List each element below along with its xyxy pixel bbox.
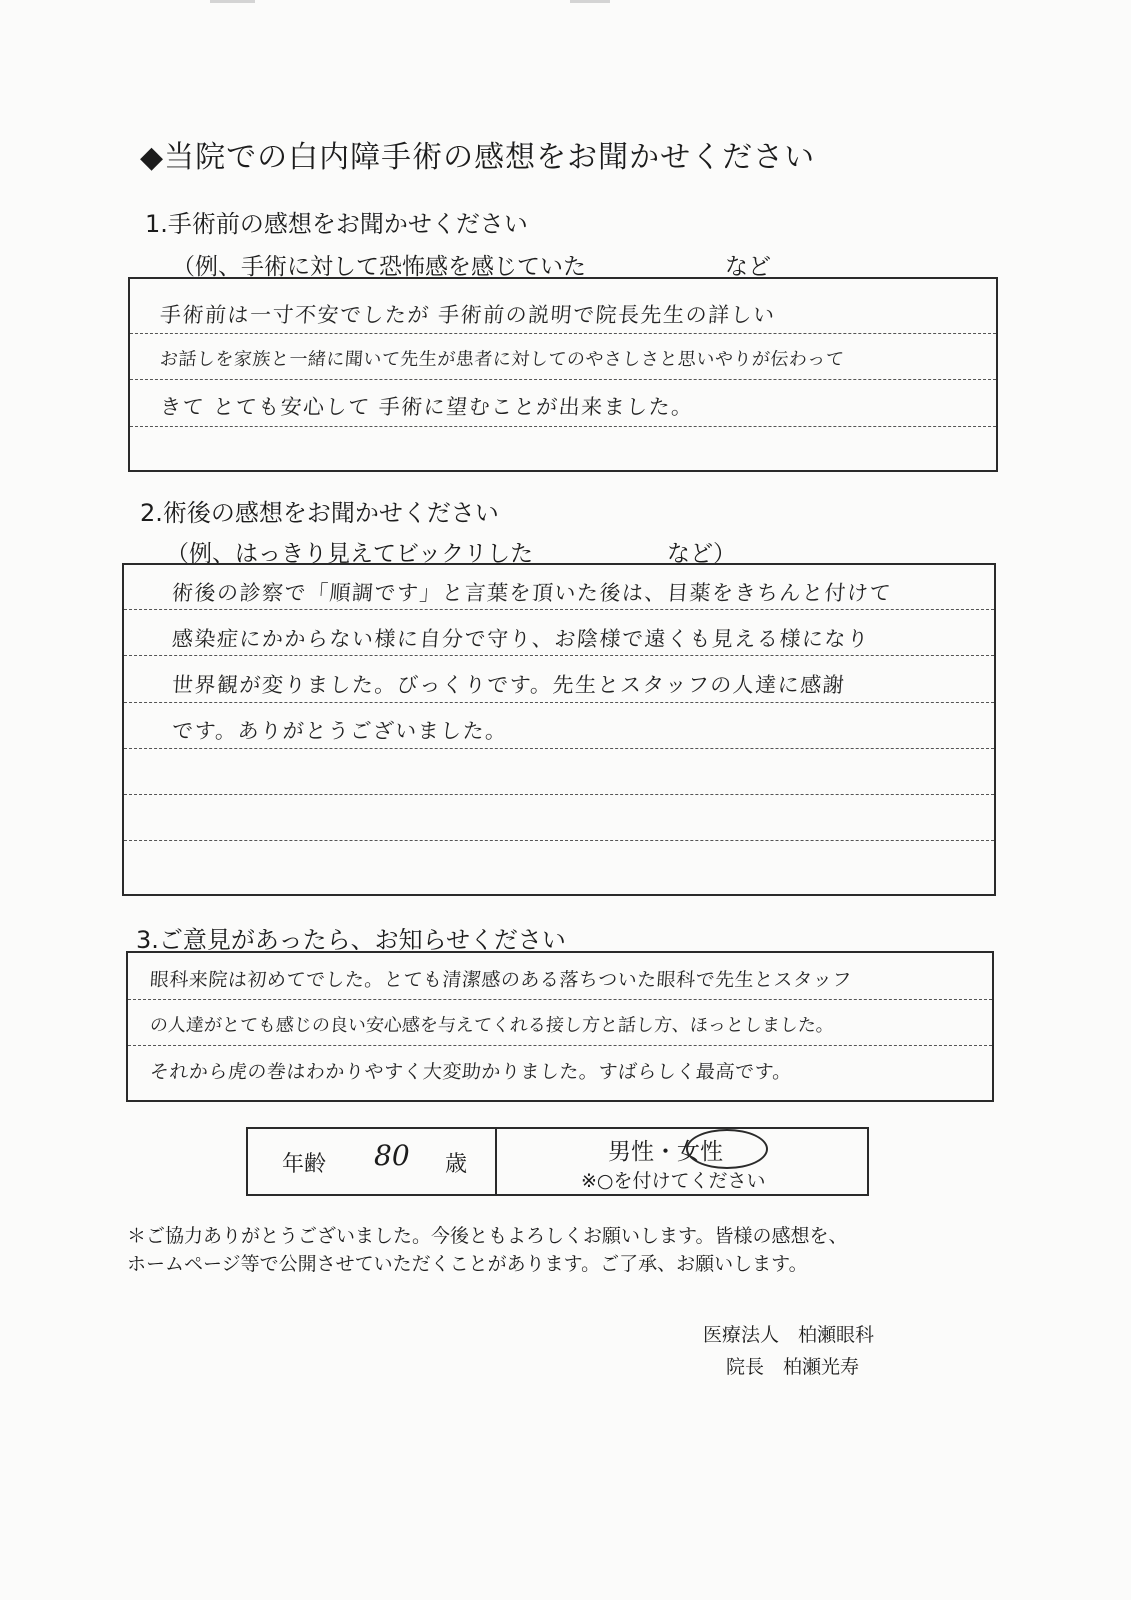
section-1-example-suffix: など [725, 254, 771, 280]
handwritten-line: きて とても安心して 手術に望むことが出来ました。 [159, 395, 695, 419]
section-1-heading: 1.手術前の感想をお聞かせください [145, 210, 528, 238]
gender-options: 男性・女性 [608, 1139, 723, 1165]
ruled-line [124, 609, 994, 610]
handwritten-line: 術後の診察で「順調です」と言葉を頂いた後は、目薬をきちんと付けて [171, 581, 893, 605]
footer-note [127, 1222, 847, 1278]
ruled-line [124, 794, 994, 795]
age-label: 年齢 [282, 1152, 327, 1177]
handwritten-line: 眼科来院は初めてでした。とても清潔感のある落ちついた眼科で先生とスタッフ [149, 969, 853, 991]
section-1-example: （例、手術に対して恐怖感を感じていた [172, 254, 586, 280]
handwritten-line: の人達がとても感じの良い安心感を与えてくれる接し方と話し方、ほっとしました。 [149, 1015, 835, 1036]
ruled-line [128, 1045, 992, 1046]
footer-note-line: ホームページ等で公開させていただくことがあります。ご了承、お願いします。 [127, 1253, 808, 1275]
section-2-heading: 2.術後の感想をお聞かせください [140, 499, 499, 527]
section-2-example: （例、はっきり見えてビックリした [166, 541, 534, 567]
age-gender-box [246, 1127, 869, 1196]
clinic-director: 院長 柏瀬光寿 [726, 1356, 860, 1378]
age-gender-divider [495, 1129, 497, 1194]
section-2-example-suffix: など） [667, 541, 736, 567]
scan-artifact [570, 0, 610, 3]
section-1-answer-box [128, 277, 998, 472]
page-title: ◆当院での白内障手術の感想をお聞かせください [140, 140, 816, 175]
ruled-line [124, 748, 994, 749]
section-3-answer-box [126, 951, 994, 1102]
handwritten-line: お話しを家族と一緒に聞いて先生が患者に対してのやさしさと思いやりが伝わって [159, 349, 845, 370]
ruled-line [124, 840, 994, 841]
ruled-line [124, 702, 994, 703]
handwritten-line: 世界観が変りました。びっくりです。先生とスタッフの人達に感謝 [171, 673, 847, 697]
handwritten-line: 感染症にかからない様に自分で守り、お陰様で遠くも見える様になり [171, 627, 871, 651]
handwritten-line: です。ありがとうございました。 [171, 719, 509, 743]
clinic-organization: 医療法人 柏瀬眼科 [703, 1324, 875, 1346]
section-2-answer-box [122, 563, 996, 896]
section-3-heading: 3.ご意見があったら、お知らせください [136, 926, 566, 954]
scan-artifact [210, 0, 255, 3]
handwritten-line: それから虎の巻はわかりやすく大変助かりました。すばらしく最高です。 [149, 1061, 793, 1083]
ruled-line [128, 999, 992, 1000]
age-unit: 歳 [445, 1152, 468, 1177]
handwritten-line: 手術前は一寸不安でしたが 手術前の説明で院長先生の詳しい [159, 303, 777, 327]
ruled-line [124, 655, 994, 656]
gender-note: ※○を付けてください [581, 1170, 766, 1192]
gender-selected-circle [686, 1129, 768, 1169]
ruled-line [130, 426, 996, 427]
ruled-line [130, 379, 996, 380]
ruled-line [130, 333, 996, 334]
footer-note-line: ＊ご協力ありがとうございました。今後ともよろしくお願いします。皆様の感想を、 [127, 1225, 848, 1247]
age-value: 80 [374, 1139, 410, 1172]
